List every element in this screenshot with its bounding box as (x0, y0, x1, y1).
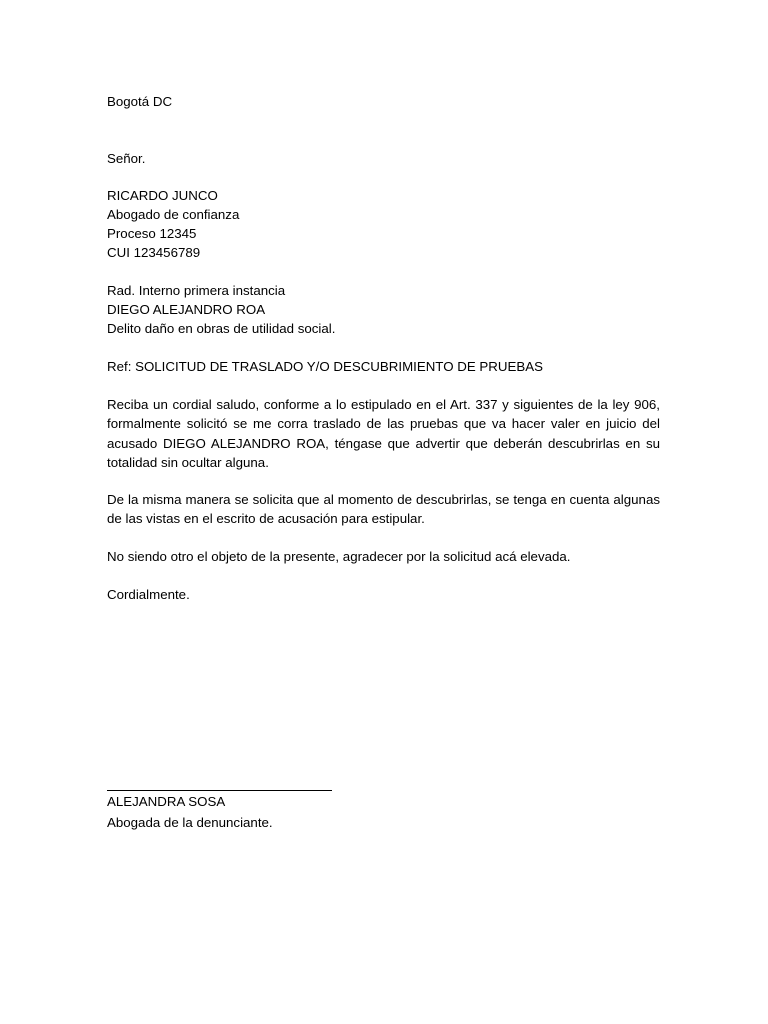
recipient-role: Abogado de confianza (107, 207, 240, 222)
case-offense: Delito daño en obras de utilidad social. (107, 321, 336, 336)
signer-role: Abogada de la denunciante. (107, 815, 273, 830)
closing: Cordialmente. (107, 587, 190, 602)
salutation: Señor. (107, 151, 146, 166)
signature-line (107, 790, 332, 791)
signer-name: ALEJANDRA SOSA (107, 794, 226, 809)
recipient-process: Proceso 12345 (107, 226, 197, 241)
recipient-name: RICARDO JUNCO (107, 188, 218, 203)
body-paragraph-2: De la misma manera se solicita que al momento de descubrirlas, se tenga en cuenta algunas de las vistas en el escrito de acusación para estipular. (107, 492, 660, 527)
body-paragraph-1: Reciba un cordial saludo, conforme a lo estipulado en el Art. 337 y siguientes de la ley 906, formalmente solicitó se me corra traslado de las pruebas que va hacer valer en juicio del acusado DIEGO ALEJANDRO ROA, téngase que advertir que deberán descubrirlas en su totalidad sin ocultar alguna. (107, 397, 660, 470)
case-accused: DIEGO ALEJANDRO ROA (107, 302, 266, 317)
case-rad: Rad. Interno primera instancia (107, 283, 286, 298)
reference-line: Ref: SOLICITUD DE TRASLADO Y/O DESCUBRIMIENTO DE PRUEBAS (107, 359, 543, 374)
body-paragraph-3: No siendo otro el objeto de la presente, agradecer por la solicitud acá elevada. (107, 549, 571, 564)
recipient-cui: CUI 123456789 (107, 245, 201, 260)
city-date: Bogotá DC (107, 94, 173, 109)
